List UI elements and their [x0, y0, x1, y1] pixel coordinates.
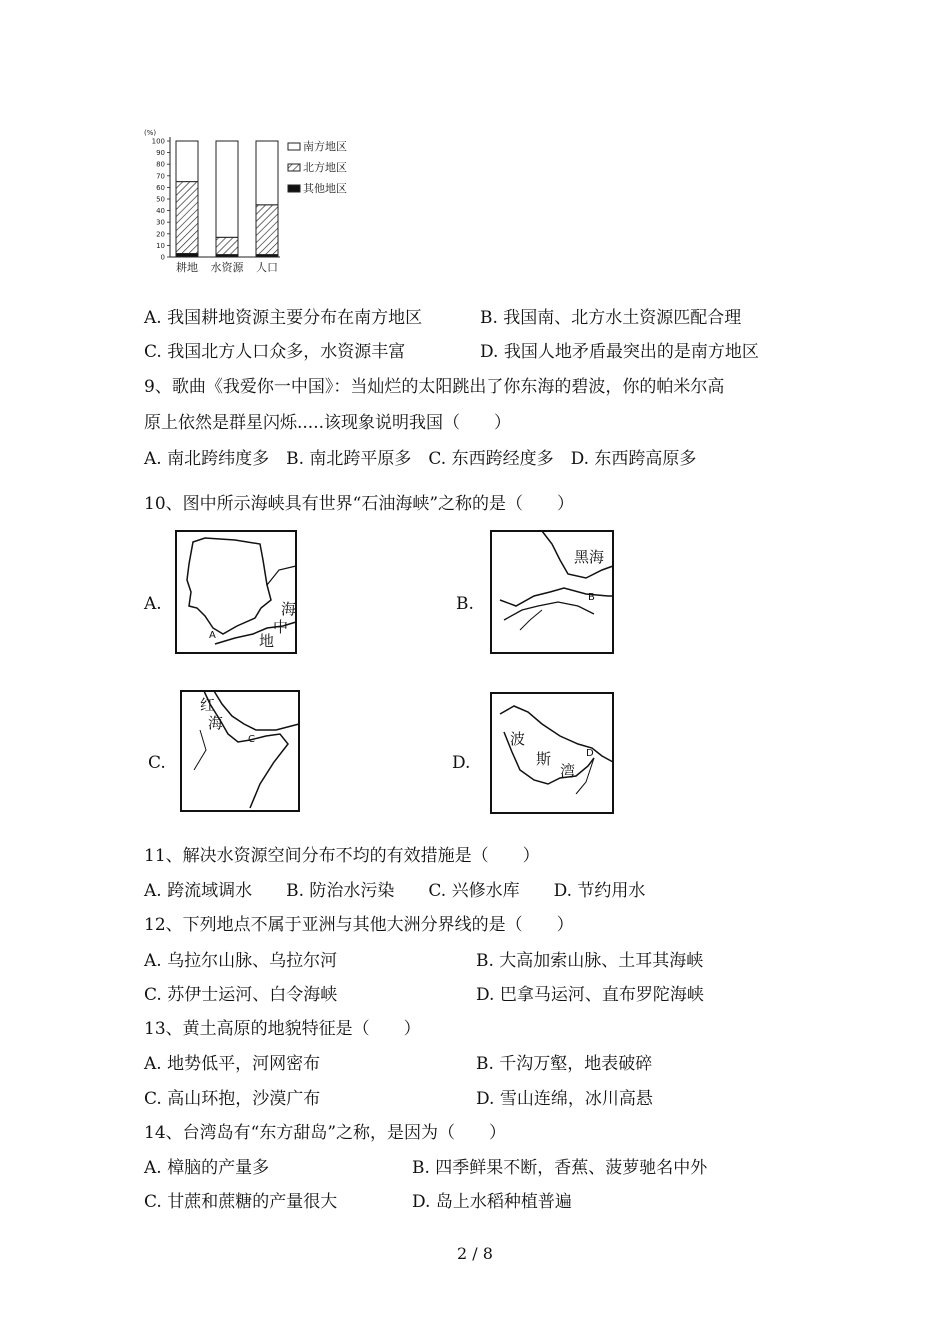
q10-label-a[interactable]: A.	[144, 594, 162, 614]
q9-options[interactable]: A. 南北跨纬度多 B. 南北跨平原多 C. 东西跨经度多 D. 东西跨高原多	[144, 449, 697, 469]
map-d-sea-label-3: 湾	[560, 762, 576, 780]
map-c-sea-label-1: 红	[200, 696, 216, 714]
map-bosporus	[490, 530, 614, 654]
q14-option-d[interactable]: D. 岛上水稻种植普遍	[412, 1192, 572, 1212]
x-category-label: 水资源	[210, 261, 244, 274]
y-tick-label: 90	[156, 149, 165, 158]
q12-option-a[interactable]: A. 乌拉尔山脉、乌拉尔河	[144, 951, 338, 971]
q11-options[interactable]: A. 跨流域调水 B. 防治水污染 C. 兴修水库 D. 节约用水	[144, 881, 646, 901]
q11-stem: 11、解决水资源空间分布不均的有效措施是（ ）	[144, 846, 540, 866]
q8-option-c[interactable]: C. 我国北方人口众多，水资源丰富	[144, 342, 406, 362]
y-tick-label: 0	[160, 253, 165, 262]
y-tick-label: 70	[156, 172, 165, 181]
bar-segment	[256, 141, 278, 205]
x-category-label: 耕地	[176, 261, 198, 274]
x-category-label: 人口	[256, 261, 278, 274]
q8-option-a[interactable]: A. 我国耕地资源主要分布在南方地区	[144, 308, 423, 328]
q13-option-a[interactable]: A. 地势低平，河网密布	[144, 1054, 321, 1074]
legend-label: 其他地区	[303, 182, 347, 195]
map-a-strait-mark: A	[209, 630, 216, 641]
y-tick-label: 100	[151, 137, 165, 146]
y-tick-label: 80	[156, 160, 165, 169]
bar-segment	[176, 182, 198, 254]
q9-stem-line2: 原上依然是群星闪烁.....该现象说明我国（ ）	[144, 413, 512, 433]
q12-option-d[interactable]: D. 巴拿马运河、直布罗陀海峡	[476, 985, 704, 1005]
q8-option-d[interactable]: D. 我国人地矛盾最突出的是南方地区	[480, 342, 759, 362]
map-a-sea-label-3: 地	[259, 632, 275, 650]
y-tick-label: 60	[156, 183, 165, 192]
q12-option-c[interactable]: C. 苏伊士运河、白令海峡	[144, 985, 338, 1005]
q12-stem: 12、下列地点不属于亚洲与其他大洲分界线的是（ ）	[144, 915, 574, 935]
map-d-sea-label-2: 斯	[536, 750, 552, 768]
map-c-strait-mark: C	[248, 734, 255, 745]
legend-swatch	[288, 185, 300, 192]
q13-option-c[interactable]: C. 高山环抱，沙漠广布	[144, 1089, 321, 1109]
q14-option-c[interactable]: C. 甘蔗和蔗糖的产量很大	[144, 1192, 338, 1212]
bar-segment	[176, 254, 198, 257]
legend-label: 南方地区	[303, 140, 347, 153]
map-b-sea-label: 黑海	[574, 548, 605, 566]
map-c-sea-label-2: 海	[208, 714, 224, 732]
legend-swatch	[288, 164, 300, 171]
q10-label-b[interactable]: B.	[456, 594, 474, 614]
map-mandeb	[180, 690, 300, 812]
y-axis-unit-label: (%)	[144, 129, 157, 137]
q14-stem: 14、台湾岛有“东方甜岛”之称，是因为（ ）	[144, 1123, 507, 1143]
bar-segment	[256, 205, 278, 255]
map-a-sea-label-2: 中	[273, 618, 289, 636]
map-gibraltar	[175, 530, 297, 654]
map-a-sea-label-1: 海	[281, 600, 297, 618]
q8-option-b[interactable]: B. 我国南、北方水土资源匹配合理	[480, 308, 742, 328]
map-hormuz	[490, 692, 614, 814]
y-tick-label: 50	[156, 195, 165, 204]
q13-option-b[interactable]: B. 千沟万壑，地表破碎	[476, 1054, 653, 1074]
map-d-strait-mark: D	[586, 748, 594, 759]
q10-label-d[interactable]: D.	[452, 753, 471, 773]
y-tick-label: 40	[156, 207, 165, 216]
q13-stem: 13、黄土高原的地貌特征是（ ）	[144, 1019, 421, 1039]
bar-segment	[176, 141, 198, 182]
y-tick-label: 10	[156, 241, 165, 250]
map-b-strait-mark: B	[588, 592, 595, 603]
q9-stem-line1: 9、歌曲《我爱你一中国》：当灿烂的太阳跳出了你东海的碧波，你的帕米尔高	[144, 377, 725, 397]
q12-option-b[interactable]: B. 大高加索山脉、土耳其海峡	[476, 951, 704, 971]
page-number: 2 / 8	[457, 1244, 493, 1263]
q14-option-b[interactable]: B. 四季鲜果不断，香蕉、菠萝驰名中外	[412, 1158, 708, 1178]
bar-segment	[216, 141, 238, 237]
y-tick-label: 20	[156, 230, 165, 239]
q10-stem: 10、图中所示海峡具有世界“石油海峡”之称的是（ ）	[144, 494, 575, 514]
legend-swatch	[288, 143, 300, 150]
resource-distribution-chart	[140, 125, 370, 285]
bar-segment	[216, 237, 238, 254]
legend-label: 北方地区	[303, 161, 347, 174]
q13-option-d[interactable]: D. 雪山连绵，冰川高悬	[476, 1089, 653, 1109]
q14-option-a[interactable]: A. 樟脑的产量多	[144, 1158, 270, 1178]
y-tick-label: 30	[156, 218, 165, 227]
q10-label-c[interactable]: C.	[148, 753, 166, 773]
map-d-sea-label-1: 波	[510, 730, 526, 748]
